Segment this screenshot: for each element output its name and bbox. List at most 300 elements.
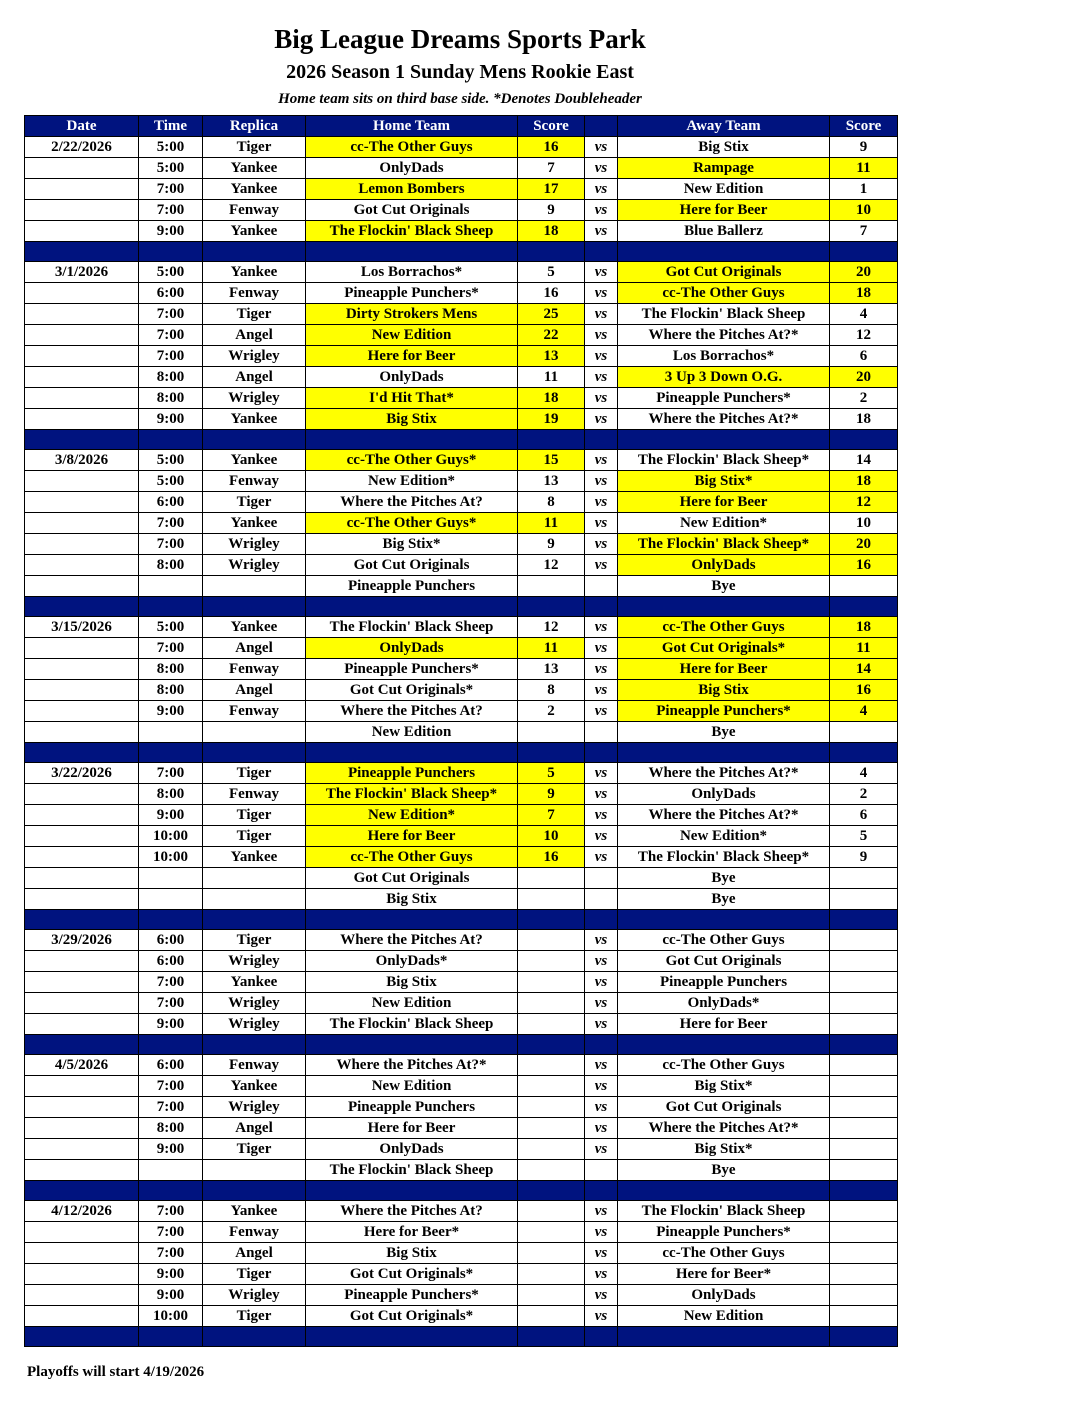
game-row [25, 367, 898, 388]
game-row [25, 847, 898, 868]
bye-row [25, 889, 898, 910]
home-score: 16 [518, 283, 585, 304]
away-team: Big Stix [618, 680, 830, 701]
game-date-empty [25, 471, 139, 492]
away-team: New Edition* [618, 513, 830, 534]
game-date-empty [25, 722, 139, 743]
separator-cell [518, 242, 585, 262]
game-row [25, 1222, 898, 1243]
home-team: Big Stix [306, 1243, 518, 1264]
home-team: Where the Pitches At? [306, 701, 518, 722]
home-team: New Edition [306, 325, 518, 346]
vs-label: vs [585, 1306, 618, 1327]
game-time: 10:00 [139, 847, 203, 868]
separator-cell [830, 1035, 898, 1055]
vs-label: vs [585, 701, 618, 722]
home-team: New Edition [306, 722, 518, 743]
home-score [518, 930, 585, 951]
game-date-empty [25, 325, 139, 346]
vs-label: vs [585, 346, 618, 367]
game-date-empty [25, 513, 139, 534]
vs-label: vs [585, 534, 618, 555]
game-field: Tiger [203, 1139, 306, 1160]
home-team: Got Cut Originals [306, 200, 518, 221]
separator-cell [618, 1035, 830, 1055]
game-row [25, 805, 898, 826]
game-time: 8:00 [139, 784, 203, 805]
separator-cell [830, 1181, 898, 1201]
separator-cell [203, 743, 306, 763]
game-time: 9:00 [139, 1014, 203, 1035]
away-score: 6 [830, 346, 898, 367]
game-field [203, 722, 306, 743]
separator-cell [139, 743, 203, 763]
away-score: 10 [830, 513, 898, 534]
game-row [25, 1118, 898, 1139]
separator-cell [203, 597, 306, 617]
away-team: Big Stix* [618, 1076, 830, 1097]
away-team: The Flockin' Black Sheep [618, 304, 830, 325]
game-time [139, 889, 203, 910]
game-time: 9:00 [139, 701, 203, 722]
game-time: 6:00 [139, 492, 203, 513]
week-separator [25, 1181, 898, 1201]
home-score: 9 [518, 200, 585, 221]
vs-label: vs [585, 1201, 618, 1222]
away-team: Pineapple Punchers* [618, 1222, 830, 1243]
away-score [830, 1264, 898, 1285]
home-team: Pineapple Punchers* [306, 659, 518, 680]
game-field: Tiger [203, 492, 306, 513]
game-date-empty [25, 221, 139, 242]
home-score: 7 [518, 805, 585, 826]
home-team: Pineapple Punchers* [306, 1285, 518, 1306]
separator-cell [139, 1035, 203, 1055]
separator-cell [25, 743, 139, 763]
game-date-empty [25, 1285, 139, 1306]
game-field: Fenway [203, 1055, 306, 1076]
away-score: 11 [830, 158, 898, 179]
game-row [25, 826, 898, 847]
home-team: The Flockin' Black Sheep [306, 617, 518, 638]
away-team: Big Stix* [618, 1139, 830, 1160]
vs-label: vs [585, 1076, 618, 1097]
game-date-empty [25, 847, 139, 868]
away-score [830, 930, 898, 951]
separator-cell [830, 242, 898, 262]
away-team: OnlyDads* [618, 993, 830, 1014]
home-team: OnlyDads [306, 158, 518, 179]
home-score [518, 1139, 585, 1160]
week-separator [25, 1327, 898, 1347]
vs-empty [585, 576, 618, 597]
game-field: Yankee [203, 158, 306, 179]
separator-cell [518, 1035, 585, 1055]
away-score [830, 1076, 898, 1097]
game-time: 9:00 [139, 1139, 203, 1160]
away-score: 18 [830, 471, 898, 492]
game-time: 9:00 [139, 221, 203, 242]
away-team: OnlyDads [618, 555, 830, 576]
away-score [830, 722, 898, 743]
game-field: Tiger [203, 826, 306, 847]
vs-label: vs [585, 1097, 618, 1118]
away-team: Where the Pitches At?* [618, 409, 830, 430]
separator-cell [585, 242, 618, 262]
bye-row [25, 722, 898, 743]
game-field: Wrigley [203, 993, 306, 1014]
home-score: 11 [518, 638, 585, 659]
home-team: cc-The Other Guys* [306, 513, 518, 534]
separator-cell [306, 910, 518, 930]
home-score: 19 [518, 409, 585, 430]
home-score: 17 [518, 179, 585, 200]
vs-label: vs [585, 784, 618, 805]
away-score: 9 [830, 137, 898, 158]
separator-cell [585, 910, 618, 930]
home-team: Here for Beer [306, 346, 518, 367]
home-team: Got Cut Originals [306, 868, 518, 889]
game-field: Angel [203, 367, 306, 388]
home-team: OnlyDads* [306, 951, 518, 972]
game-time: 7:00 [139, 325, 203, 346]
game-field [203, 1160, 306, 1181]
home-score: 13 [518, 471, 585, 492]
game-date: 4/12/2026 [25, 1201, 139, 1222]
away-team: Pineapple Punchers* [618, 388, 830, 409]
game-row [25, 701, 898, 722]
game-row [25, 158, 898, 179]
game-time: 7:00 [139, 763, 203, 784]
game-row [25, 1139, 898, 1160]
vs-label: vs [585, 158, 618, 179]
separator-cell [25, 1327, 139, 1347]
game-date-empty [25, 388, 139, 409]
vs-empty [585, 722, 618, 743]
away-team: Got Cut Originals [618, 262, 830, 283]
game-date-empty [25, 993, 139, 1014]
separator-cell [830, 430, 898, 450]
separator-cell [306, 1035, 518, 1055]
game-row [25, 617, 898, 638]
game-date: 3/29/2026 [25, 930, 139, 951]
home-team: Big Stix [306, 972, 518, 993]
game-field: Tiger [203, 763, 306, 784]
away-team: The Flockin' Black Sheep [618, 1201, 830, 1222]
separator-cell [518, 430, 585, 450]
away-score: 10 [830, 200, 898, 221]
separator-cell [830, 597, 898, 617]
col-header-home-score: Score [518, 116, 585, 137]
separator-cell [203, 1181, 306, 1201]
away-team: Got Cut Originals [618, 1097, 830, 1118]
game-time: 8:00 [139, 388, 203, 409]
home-score [518, 722, 585, 743]
home-score: 8 [518, 680, 585, 701]
game-date-empty [25, 638, 139, 659]
game-field: Yankee [203, 262, 306, 283]
home-team: The Flockin' Black Sheep* [306, 784, 518, 805]
game-time: 5:00 [139, 617, 203, 638]
away-score: 4 [830, 701, 898, 722]
game-date-empty [25, 951, 139, 972]
away-team: Pineapple Punchers* [618, 701, 830, 722]
bye-row [25, 868, 898, 889]
away-team: Where the Pitches At?* [618, 763, 830, 784]
game-field: Yankee [203, 513, 306, 534]
away-team: cc-The Other Guys [618, 283, 830, 304]
home-team: OnlyDads [306, 638, 518, 659]
away-score: 12 [830, 325, 898, 346]
game-date-empty [25, 1014, 139, 1035]
away-team: Got Cut Originals* [618, 638, 830, 659]
separator-cell [25, 430, 139, 450]
away-team: Where the Pitches At?* [618, 1118, 830, 1139]
game-field: Yankee [203, 1201, 306, 1222]
game-date: 4/5/2026 [25, 1055, 139, 1076]
game-date: 2/22/2026 [25, 137, 139, 158]
away-team: Los Borrachos* [618, 346, 830, 367]
game-field: Fenway [203, 1222, 306, 1243]
game-row [25, 555, 898, 576]
separator-cell [618, 1181, 830, 1201]
home-team: Got Cut Originals* [306, 1264, 518, 1285]
away-score: 18 [830, 283, 898, 304]
game-time: 6:00 [139, 283, 203, 304]
game-date-empty [25, 492, 139, 513]
game-field: Fenway [203, 659, 306, 680]
away-team: Pineapple Punchers [618, 972, 830, 993]
away-score [830, 1097, 898, 1118]
away-team: Bye [618, 868, 830, 889]
away-team: The Flockin' Black Sheep* [618, 847, 830, 868]
game-date: 3/22/2026 [25, 763, 139, 784]
game-row [25, 784, 898, 805]
game-field: Wrigley [203, 555, 306, 576]
away-team: Here for Beer* [618, 1264, 830, 1285]
game-date-empty [25, 1139, 139, 1160]
game-time [139, 576, 203, 597]
home-team: Got Cut Originals* [306, 680, 518, 701]
vs-label: vs [585, 1055, 618, 1076]
vs-label: vs [585, 1243, 618, 1264]
home-score [518, 1222, 585, 1243]
game-row [25, 1097, 898, 1118]
vs-label: vs [585, 930, 618, 951]
vs-label: vs [585, 492, 618, 513]
away-score [830, 576, 898, 597]
game-field: Yankee [203, 179, 306, 200]
vs-label: vs [585, 680, 618, 701]
home-score: 16 [518, 137, 585, 158]
home-score: 2 [518, 701, 585, 722]
game-time: 6:00 [139, 930, 203, 951]
game-row [25, 325, 898, 346]
home-score [518, 868, 585, 889]
vs-label: vs [585, 1222, 618, 1243]
home-score [518, 1014, 585, 1035]
game-date-empty [25, 1076, 139, 1097]
game-time: 9:00 [139, 805, 203, 826]
away-score: 20 [830, 367, 898, 388]
game-row [25, 492, 898, 513]
home-team: Got Cut Originals [306, 555, 518, 576]
away-team: Blue Ballerz [618, 221, 830, 242]
game-date-empty [25, 367, 139, 388]
game-date-empty [25, 680, 139, 701]
game-field: Yankee [203, 617, 306, 638]
away-team: Here for Beer [618, 659, 830, 680]
game-field: Wrigley [203, 534, 306, 555]
game-time: 7:00 [139, 993, 203, 1014]
away-team: New Edition [618, 1306, 830, 1327]
away-team: cc-The Other Guys [618, 617, 830, 638]
game-row [25, 1014, 898, 1035]
game-date-empty [25, 784, 139, 805]
home-team: Big Stix [306, 409, 518, 430]
game-row [25, 179, 898, 200]
vs-label: vs [585, 1285, 618, 1306]
home-team: Here for Beer [306, 826, 518, 847]
week-separator [25, 242, 898, 262]
game-field: Angel [203, 325, 306, 346]
vs-label: vs [585, 638, 618, 659]
game-date: 3/15/2026 [25, 617, 139, 638]
game-field: Yankee [203, 1076, 306, 1097]
separator-cell [306, 430, 518, 450]
game-time: 7:00 [139, 638, 203, 659]
game-time [139, 1160, 203, 1181]
home-score: 11 [518, 367, 585, 388]
vs-label: vs [585, 367, 618, 388]
game-time: 7:00 [139, 1097, 203, 1118]
game-field: Tiger [203, 930, 306, 951]
vs-label: vs [585, 763, 618, 784]
game-field: Tiger [203, 1264, 306, 1285]
schedule-note: Home team sits on third base side. *Denotes Doubleheader [278, 91, 642, 107]
away-team: Got Cut Originals [618, 951, 830, 972]
game-date: 3/1/2026 [25, 262, 139, 283]
away-score: 18 [830, 617, 898, 638]
away-team: cc-The Other Guys [618, 1243, 830, 1264]
home-score: 16 [518, 847, 585, 868]
game-field: Fenway [203, 784, 306, 805]
away-score: 20 [830, 534, 898, 555]
away-score [830, 1160, 898, 1181]
separator-cell [518, 1181, 585, 1201]
away-score: 11 [830, 638, 898, 659]
home-score [518, 972, 585, 993]
vs-label: vs [585, 409, 618, 430]
separator-cell [585, 743, 618, 763]
game-time: 8:00 [139, 659, 203, 680]
game-field [203, 868, 306, 889]
home-team: OnlyDads [306, 367, 518, 388]
separator-cell [203, 1035, 306, 1055]
separator-cell [518, 1327, 585, 1347]
away-team: Here for Beer [618, 1014, 830, 1035]
home-score [518, 1243, 585, 1264]
game-row [25, 409, 898, 430]
home-score [518, 1285, 585, 1306]
separator-cell [618, 597, 830, 617]
game-time: 7:00 [139, 534, 203, 555]
game-row [25, 930, 898, 951]
home-score: 15 [518, 450, 585, 471]
game-time: 7:00 [139, 1076, 203, 1097]
away-score [830, 1243, 898, 1264]
home-score: 7 [518, 158, 585, 179]
separator-cell [618, 430, 830, 450]
game-field: Yankee [203, 450, 306, 471]
separator-cell [585, 1327, 618, 1347]
home-team: Big Stix* [306, 534, 518, 555]
vs-label: vs [585, 179, 618, 200]
separator-cell [518, 597, 585, 617]
separator-cell [25, 242, 139, 262]
home-team: I'd Hit That* [306, 388, 518, 409]
away-score [830, 1014, 898, 1035]
game-field [203, 576, 306, 597]
separator-cell [203, 1327, 306, 1347]
game-field: Fenway [203, 283, 306, 304]
home-score [518, 1160, 585, 1181]
game-row [25, 283, 898, 304]
game-field: Wrigley [203, 1285, 306, 1306]
home-team: New Edition* [306, 471, 518, 492]
game-time: 5:00 [139, 137, 203, 158]
schedule-body [25, 137, 898, 1347]
game-row [25, 534, 898, 555]
home-score: 11 [518, 513, 585, 534]
week-separator [25, 430, 898, 450]
away-team: The Flockin' Black Sheep* [618, 450, 830, 471]
game-field: Angel [203, 1118, 306, 1139]
separator-cell [25, 597, 139, 617]
game-row [25, 638, 898, 659]
game-date-empty [25, 805, 139, 826]
game-row [25, 388, 898, 409]
separator-cell [830, 743, 898, 763]
game-date-empty [25, 1097, 139, 1118]
game-time: 9:00 [139, 1264, 203, 1285]
game-row [25, 1076, 898, 1097]
home-team: The Flockin' Black Sheep [306, 221, 518, 242]
home-team: cc-The Other Guys [306, 137, 518, 158]
game-row [25, 659, 898, 680]
game-date-empty [25, 409, 139, 430]
game-row [25, 1243, 898, 1264]
separator-cell [618, 242, 830, 262]
away-score: 2 [830, 784, 898, 805]
vs-label: vs [585, 513, 618, 534]
separator-cell [139, 242, 203, 262]
away-score: 20 [830, 262, 898, 283]
away-team: Big Stix* [618, 471, 830, 492]
separator-cell [518, 743, 585, 763]
separator-cell [203, 430, 306, 450]
game-time: 5:00 [139, 158, 203, 179]
vs-empty [585, 1160, 618, 1181]
game-date-empty [25, 179, 139, 200]
home-team: Pineapple Punchers [306, 1097, 518, 1118]
home-score: 13 [518, 659, 585, 680]
away-score [830, 1222, 898, 1243]
vs-label: vs [585, 659, 618, 680]
game-row [25, 1055, 898, 1076]
separator-cell [25, 1181, 139, 1201]
vs-label: vs [585, 1264, 618, 1285]
